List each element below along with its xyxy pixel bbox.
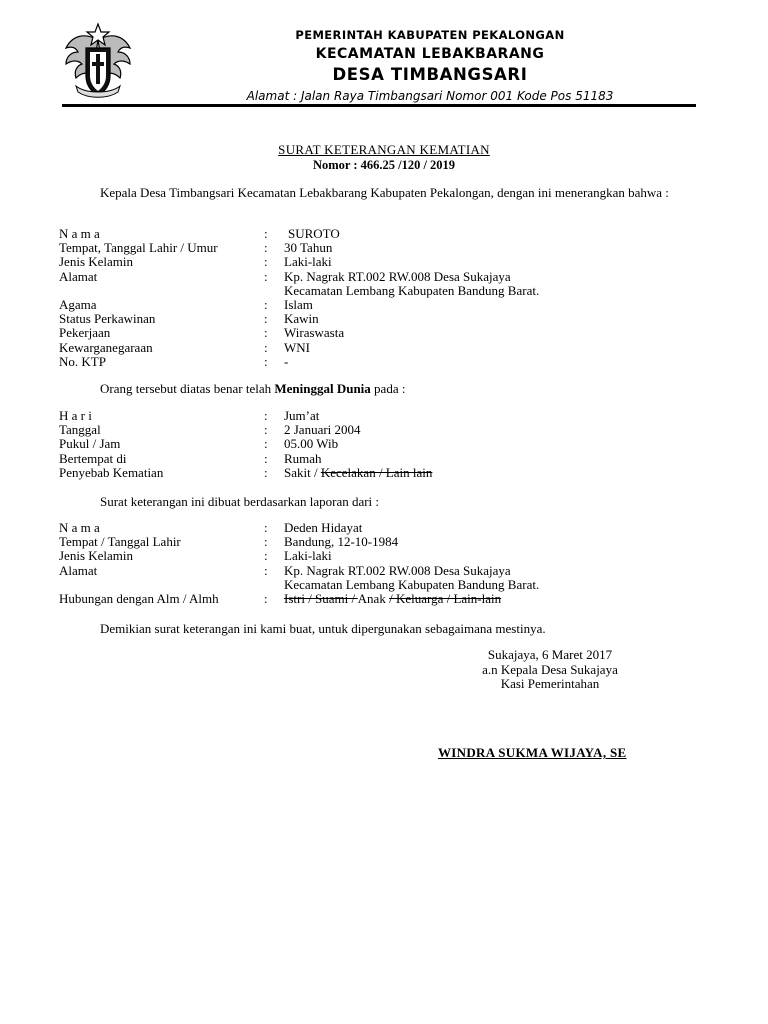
field-label: Pekerjaan xyxy=(59,325,111,341)
table-row xyxy=(59,535,704,549)
table-row xyxy=(59,423,704,437)
letterhead-district: KECAMATAN LEBAKBARANG xyxy=(315,46,545,62)
table-row xyxy=(59,326,704,340)
death-statement-suffix: pada : xyxy=(370,381,406,396)
field-label: Tanggal xyxy=(59,422,101,438)
field-separator: : xyxy=(264,268,268,284)
field-separator: : xyxy=(264,226,268,241)
field-separator: : xyxy=(264,311,268,327)
death-details-table xyxy=(59,409,704,480)
field-value: WNI xyxy=(284,339,310,355)
field-separator: : xyxy=(264,297,268,313)
field-label: Status Perkawinan xyxy=(59,311,156,327)
document-title xyxy=(0,142,768,173)
field-separator: : xyxy=(264,591,268,607)
field-value: - xyxy=(284,353,289,369)
field-separator: : xyxy=(264,450,268,466)
field-value xyxy=(284,592,704,606)
field-label: N a m a xyxy=(59,520,100,535)
field-label: Bertempat di xyxy=(59,450,127,466)
death-statement-prefix: Orang tersebut diatas benar telah xyxy=(100,381,275,396)
field-separator: : xyxy=(264,422,268,438)
table-row xyxy=(59,241,704,255)
deceased-details-table xyxy=(59,227,704,369)
table-row xyxy=(59,298,704,312)
field-value: 05.00 Wib xyxy=(284,436,339,452)
table-row xyxy=(59,549,704,563)
field-value: Laki-laki xyxy=(284,548,332,564)
relation-struck-options: Istri / Suami / xyxy=(284,591,358,607)
field-label: Kewarganegaraan xyxy=(59,339,153,355)
closing-paragraph: Demikian surat keterangan ini kami buat, untuk dipergunakan sebagaimana mestinya. xyxy=(100,621,546,636)
cause-struck-options: Kecelakan / Lain lain xyxy=(320,464,433,480)
table-row xyxy=(59,355,704,369)
field-separator: : xyxy=(264,353,268,369)
field-value: Deden Hidayat xyxy=(284,520,363,535)
field-value xyxy=(284,564,704,592)
field-separator: : xyxy=(264,548,268,564)
field-label: Tempat / Tanggal Lahir xyxy=(59,534,181,550)
field-separator: : xyxy=(264,464,268,480)
table-row xyxy=(59,466,704,480)
table-row xyxy=(59,564,704,592)
title-main: SURAT KETERANGAN KEMATIAN xyxy=(278,142,490,157)
death-statement-bold: Meninggal Dunia xyxy=(274,381,371,396)
field-label: H a r i xyxy=(59,408,92,423)
field-separator: : xyxy=(264,534,268,550)
table-row xyxy=(59,312,704,326)
field-value: Rumah xyxy=(284,450,322,466)
death-statement xyxy=(54,381,716,397)
deceased-name: SUROTO xyxy=(288,226,340,241)
report-statement: Surat keterangan ini dibuat berdasarkan laporan dari : xyxy=(100,494,380,509)
field-separator: : xyxy=(264,325,268,341)
address-line: Kecamatan Lembang Kabupaten Bandung Barat. xyxy=(284,576,540,592)
signature-on-behalf: a.n Kepala Desa Sukajaya xyxy=(482,661,618,677)
cause-value: Sakit / xyxy=(284,464,321,480)
field-value: Bandung, 12-10-1984 xyxy=(284,534,399,550)
table-row xyxy=(59,270,704,298)
table-row xyxy=(59,437,704,451)
signature-position: Kasi Pemerintahan xyxy=(500,676,600,691)
field-separator: : xyxy=(264,408,268,423)
field-label: No. KTP xyxy=(59,353,106,369)
table-row xyxy=(59,255,704,269)
field-separator: : xyxy=(264,254,268,270)
letterhead-village: DESA TIMBANGSARI xyxy=(332,65,528,84)
field-label: Jenis Kelamin xyxy=(59,254,134,270)
field-separator: : xyxy=(264,562,268,578)
field-separator: : xyxy=(264,339,268,355)
field-separator: : xyxy=(264,436,268,452)
field-label: Alamat xyxy=(59,562,98,578)
signature-block xyxy=(400,648,700,692)
table-row xyxy=(59,227,704,241)
field-value: Islam xyxy=(284,297,313,313)
field-value: Wiraswasta xyxy=(284,325,345,341)
field-label: Jenis Kelamin xyxy=(59,548,134,564)
field-value: Jum’at xyxy=(284,408,320,423)
field-label: Tempat, Tanggal Lahir / Umur xyxy=(59,240,218,256)
letterhead-government: PEMERINTAH KABUPATEN PEKALONGAN xyxy=(295,28,565,42)
field-label: N a m a xyxy=(59,226,100,241)
address-line: Kp. Nagrak RT.002 RW.008 Desa Sukajaya xyxy=(284,268,511,284)
relation-value: Anak xyxy=(357,591,390,607)
field-value: 30 Tahun xyxy=(284,240,333,256)
table-row xyxy=(59,409,704,423)
letterhead xyxy=(190,28,670,103)
letterhead-divider xyxy=(62,104,696,107)
address-line: Kp. Nagrak RT.002 RW.008 Desa Sukajaya xyxy=(284,562,511,578)
field-value: Kawin xyxy=(284,311,319,327)
reporter-details-table xyxy=(59,521,704,606)
field-value xyxy=(284,466,704,480)
table-row xyxy=(59,341,704,355)
table-row xyxy=(59,592,704,606)
field-label: Agama xyxy=(59,297,97,313)
relation-struck-options: / Keluarga / Lain-lain xyxy=(389,591,502,607)
regency-emblem-icon xyxy=(62,22,134,100)
signature-place-date: Sukajaya, 6 Maret 2017 xyxy=(487,647,613,662)
title-number: Nomor : 466.25 /120 / 2019 xyxy=(312,158,456,172)
field-value: Laki-laki xyxy=(284,254,332,270)
field-value: 2 Januari 2004 xyxy=(284,422,361,438)
table-row xyxy=(59,521,704,535)
field-value xyxy=(284,227,704,241)
table-row xyxy=(59,452,704,466)
field-label: Alamat xyxy=(59,268,98,284)
field-label: Pukul / Jam xyxy=(59,436,121,452)
field-label: Penyebab Kematian xyxy=(59,464,164,480)
signatory-name: WINDRA SUKMA WIJAYA, SE xyxy=(438,745,627,760)
letterhead-address: Alamat : Jalan Raya Timbangsari Nomor 001 Kode Pos 51183 xyxy=(246,89,614,103)
field-label: Hubungan dengan Alm / Almh xyxy=(59,591,219,607)
address-line: Kecamatan Lembang Kabupaten Bandung Barat. xyxy=(284,282,540,298)
field-value xyxy=(284,270,704,298)
field-separator: : xyxy=(264,240,268,256)
field-separator: : xyxy=(264,520,268,535)
intro-paragraph: Kepala Desa Timbangsari Kecamatan Lebakbarang Kabupaten Pekalongan, dengan ini menerangkan bahwa : xyxy=(100,185,669,200)
